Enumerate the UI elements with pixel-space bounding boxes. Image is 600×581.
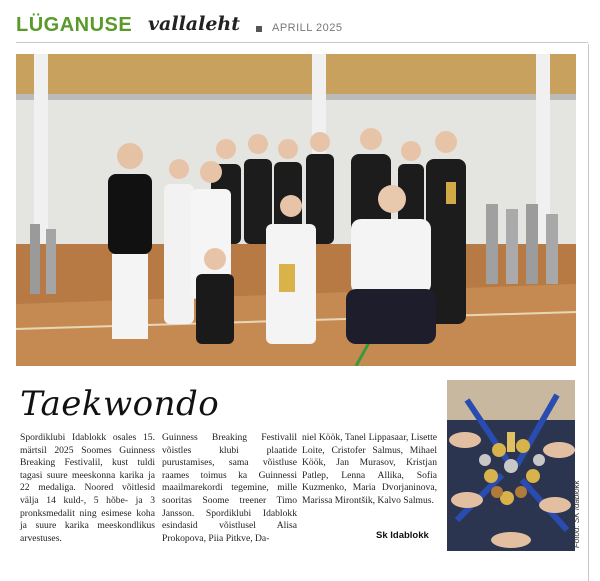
team-photo	[16, 54, 576, 366]
separator-square-icon	[256, 26, 262, 32]
photo-credit: Fotod: SK Idablokk	[572, 480, 581, 548]
masthead	[0, 0, 600, 44]
header-rule	[16, 42, 588, 43]
article-credit: Sk Idablokk	[376, 530, 429, 541]
column-rule	[588, 44, 589, 581]
medals-photo	[447, 380, 575, 551]
brand-script: vallaleht	[148, 13, 240, 35]
article-column-3: niel Köök, Tanel Lippasaar, Lisette Loite, Cristofer Salmus, Mihael Köök, Jan Murasov, Kristjan Patlep, Lenna Allika, Sofia Kuzmenko, Maria Dvorjaninova, Marissa Mirontšik, Kalvo Salmus.	[302, 432, 437, 506]
article-column-2: Guinness Breaking Festivalil võistles klubi plaatide purustamises, sama võistluse raames toimus ka Guinnessi maailmarekordi tegemine, mille sooritas Soome treener Timo Jansson. Spordiklubi Idablokk esindasid võistlusel Alisa Prokopova, Piia Pitkve, Da-	[162, 432, 297, 544]
issue-date: APRILL 2025	[272, 22, 343, 34]
brand-name: LÜGANUSE	[16, 14, 133, 36]
article-headline: Taekwondo	[20, 384, 220, 424]
article-column-1: Spordiklubi Idablokk osales 15. märtsil 2025 Soomes Guinness Breaking Festivalil, kust tuldi tagasi suure meeskonna karika ja 22 medaliga. Noored võitlesid välja 14 kuld-, 5 hõbe- ja 3 pronksmedalit ning esimese koha ja suure karika meeskondlikus arvestuses.	[20, 432, 155, 544]
